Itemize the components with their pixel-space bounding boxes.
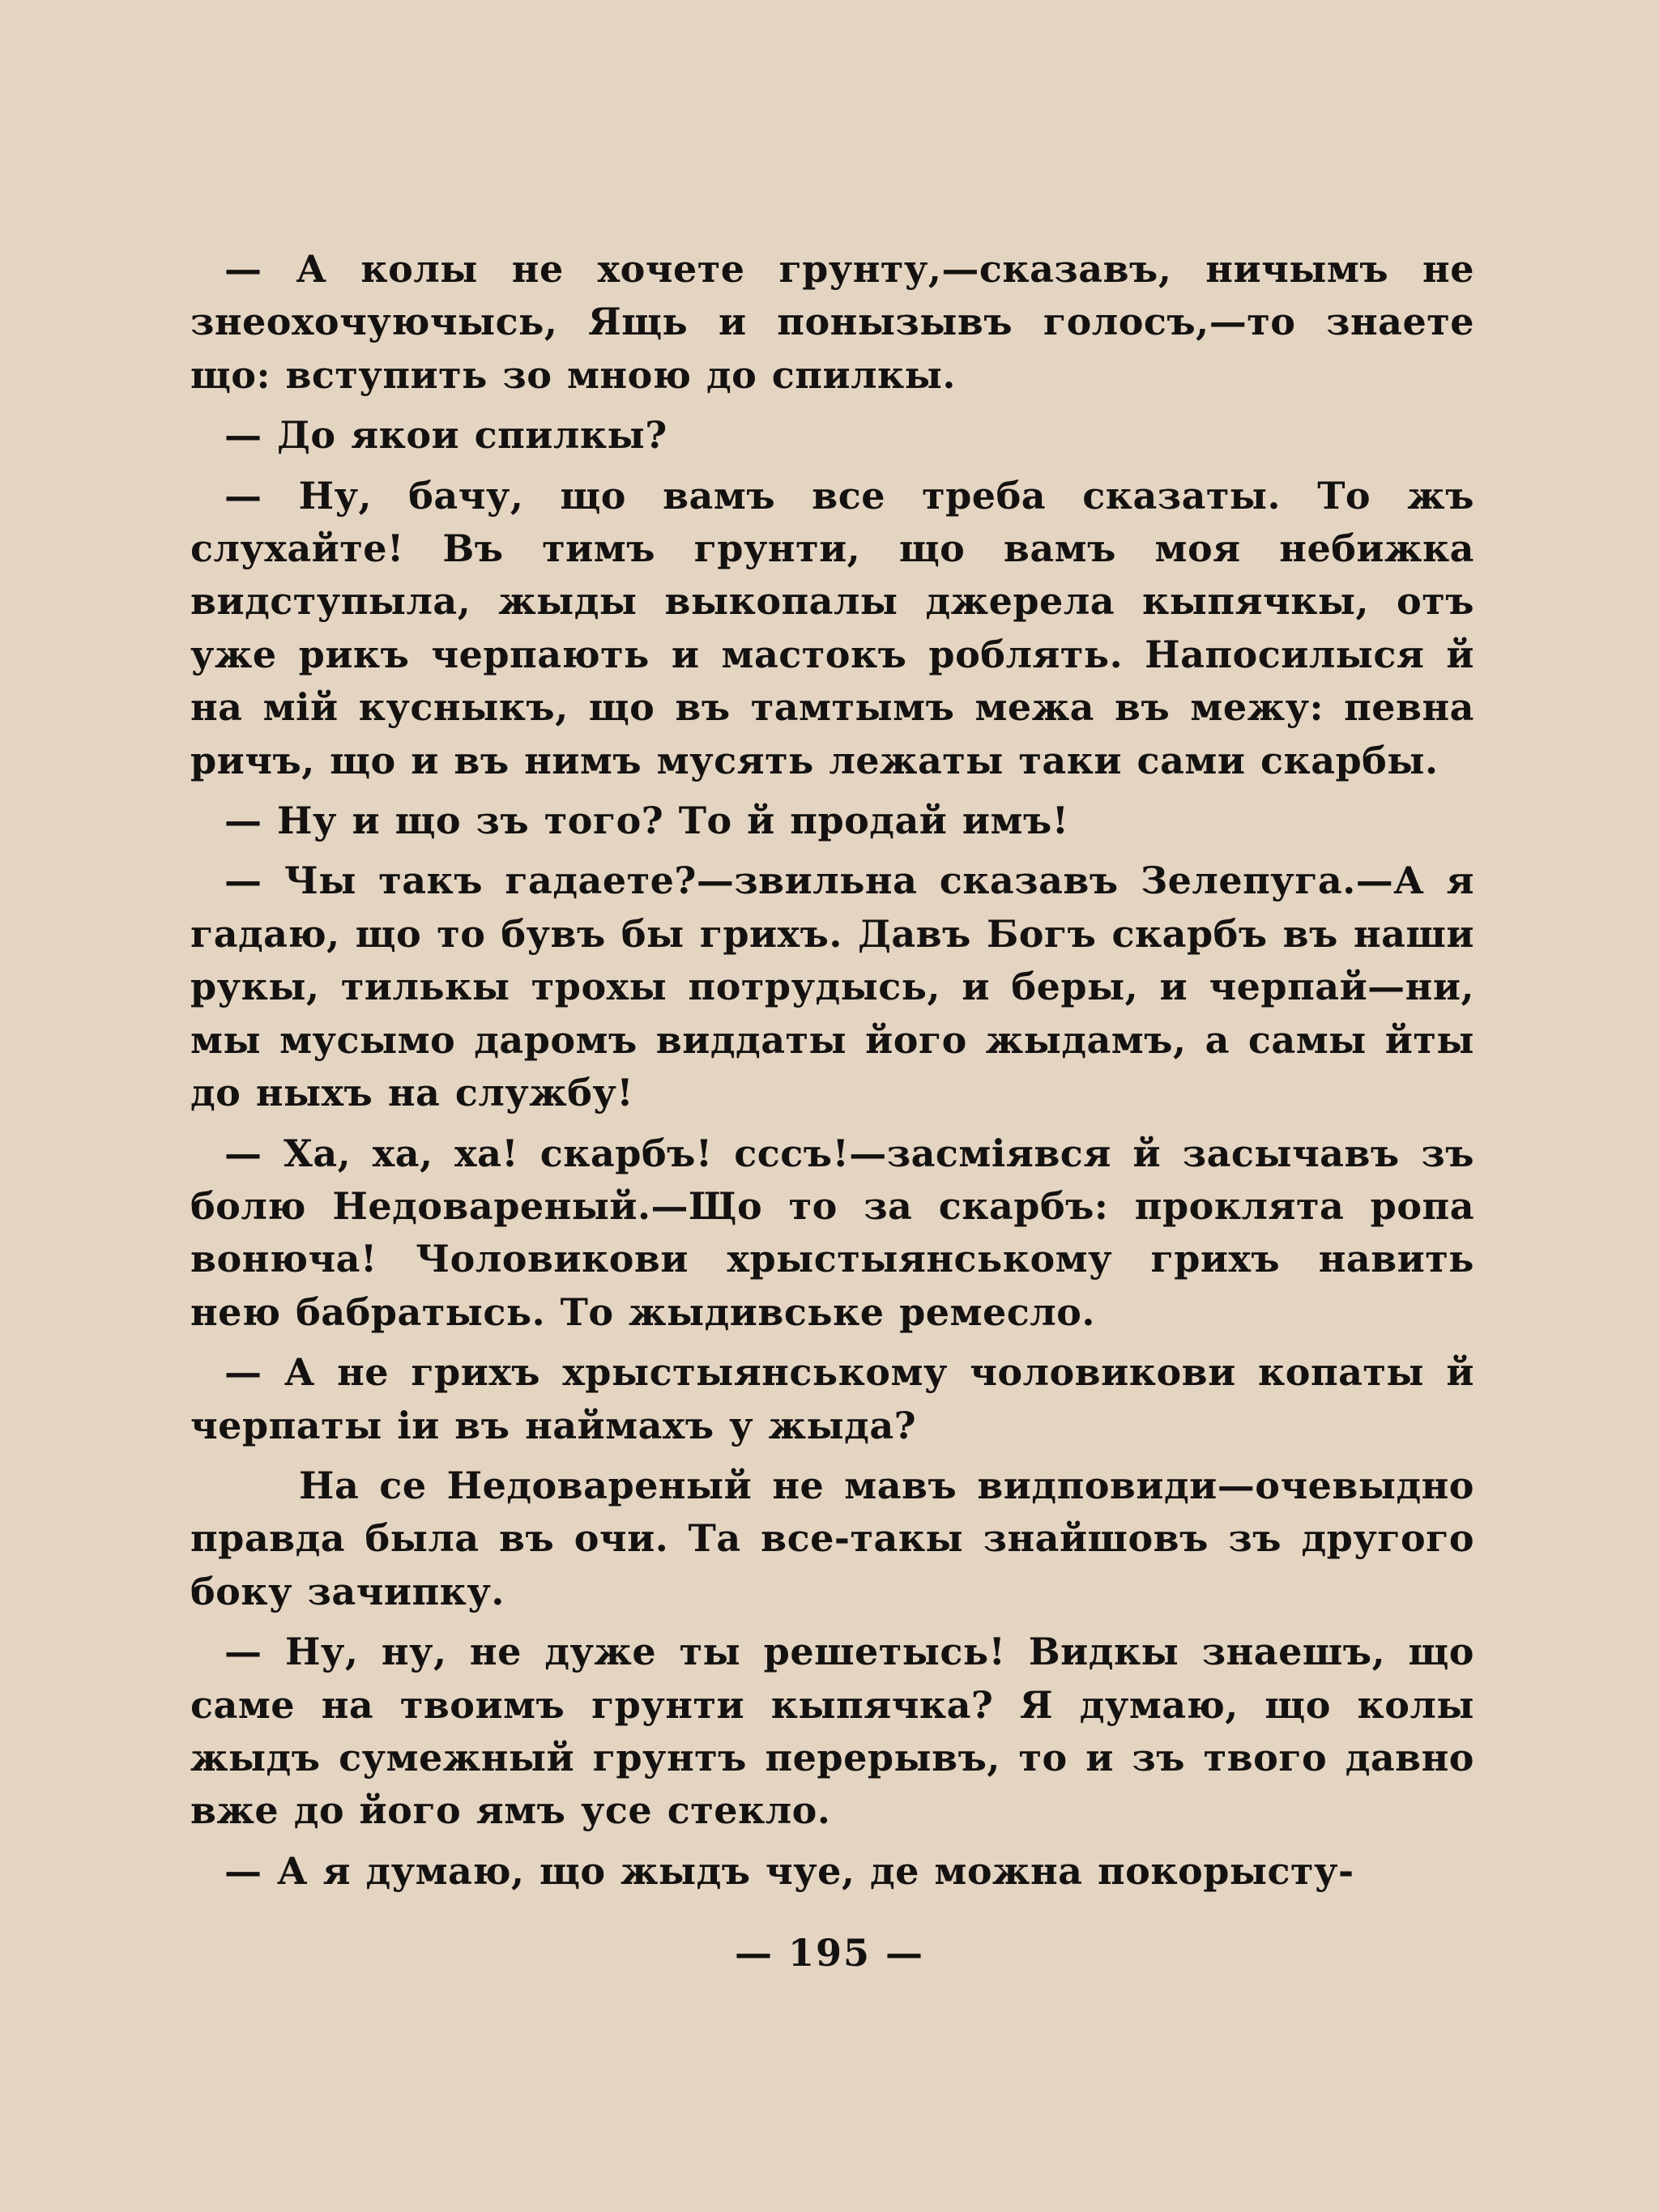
paragraph: — А колы не хочете грунту,—сказавъ, ничымъ не знеохочуючысь, Ящь и понызывъ голосъ,—то знаете що: вступить зо мною до спилкы.	[190, 247, 1474, 397]
paragraph: На се Недовареный не мавъ видповиди—очевыдно правда была въ очи. Та все-такы знайшовъ зъ другого боку зачипку.	[190, 1463, 1474, 1613]
paragraph: — До якои спилкы?	[224, 413, 667, 458]
paragraph: — Чы такъ гадаете?—звильна сказавъ Зелепуга.—А я гадаю, що то бувъ бы грихъ. Давъ Богъ скарбъ въ наши рукы, тилькы трохы потрудысь, и беры, и черпай—ни, мы мусымо даромъ виддаты його жыдамъ, а самы йты до ныхъ на службу!	[190, 859, 1474, 1115]
page-body-text	[190, 243, 1474, 1905]
paragraph: — Ну, ну, не дуже ты решетысь! Видкы знаешъ, що саме на твоимъ грунти кыпячка? Я думаю, що колы жыдъ сумежный грунтъ перерывъ, то и зъ твого давно вже до його ямъ усе стекло.	[190, 1630, 1474, 1833]
paragraph: — Ну, бачу, що вамъ все треба сказаты. То жъ слухайте! Въ тимъ грунти, що вамъ моя небижка видступыла, жыды выкопалы джерела кыпячкы, отъ уже рикъ черпають и мастокъ роблять. Напосилыся й на мій кусныкъ, що въ тамтымъ межа въ межу: певна ричъ, що и въ нимъ мусять лежаты таки сами скарбы.	[190, 473, 1474, 782]
paragraph: — Ха, ха, ха! скарбъ! сссъ!—засміявся й засычавъ зъ болю Недовареный.—Що то за скарбъ: проклята ропа вонюча! Чоловикови хрыстыянському грихъ навить нею бабратысь. То жыдивське ремесло.	[190, 1131, 1474, 1334]
paragraph: — А не грихъ хрыстыянському чоловикови копаты й черпаты іи въ наймахъ у жыда?	[190, 1350, 1474, 1447]
paragraph: — А я думаю, що жыдъ чуе, де можна покорысту-	[224, 1848, 1354, 1893]
paragraph: — Ну и що зъ того? То й продай имъ!	[224, 799, 1069, 843]
page-number: — 195 —	[734, 1931, 925, 1975]
